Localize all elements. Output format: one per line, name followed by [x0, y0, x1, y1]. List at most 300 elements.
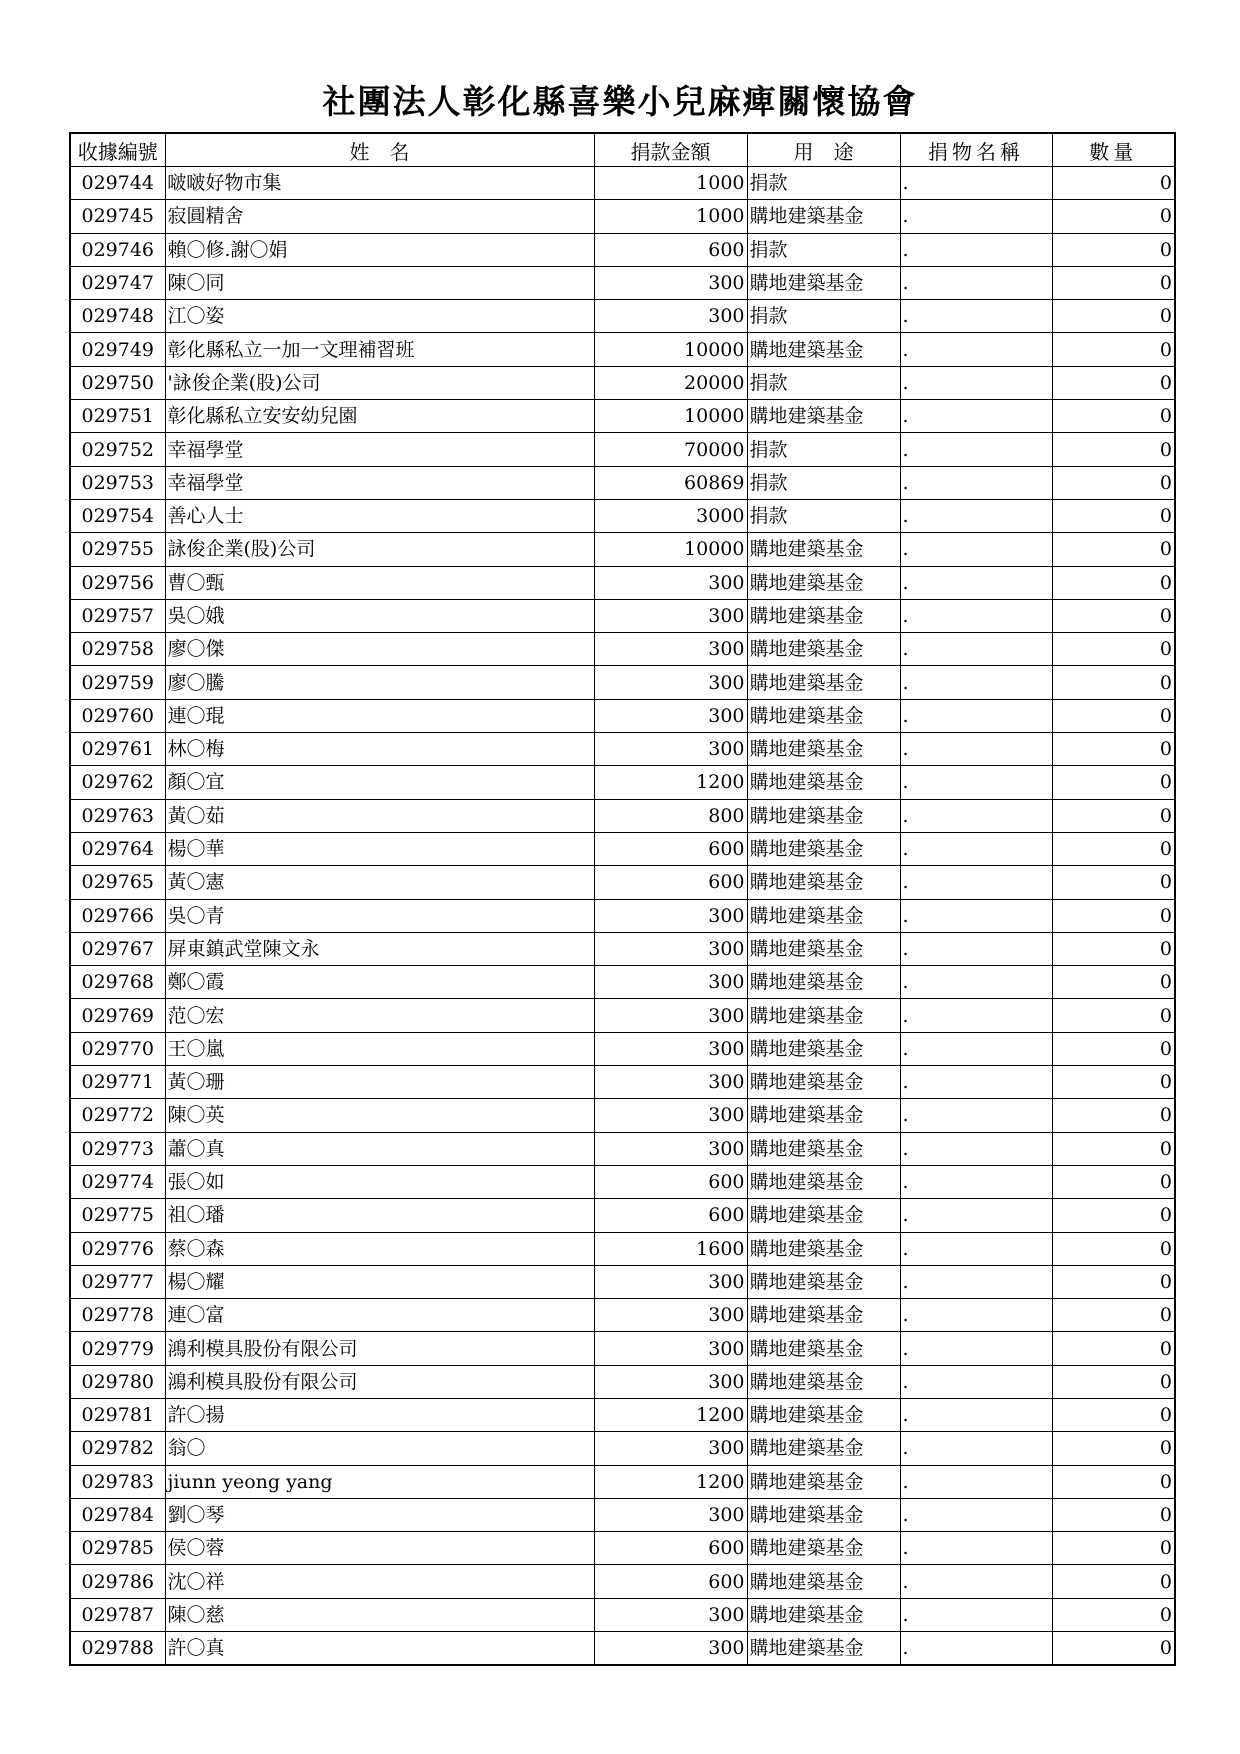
quantity-cell: 0 [1052, 433, 1175, 466]
table-row [70, 832, 1175, 865]
receipt-no-cell: 029770 [70, 1032, 165, 1065]
donor-name-cell: 許〇揚 [165, 1398, 594, 1431]
donor-name-cell: 善心人士 [165, 499, 594, 532]
item-name-cell: . [900, 1132, 1052, 1165]
purpose-cell: 購地建築基金 [747, 1598, 900, 1631]
item-name-cell: . [900, 1432, 1052, 1465]
donor-name-cell: 連〇琨 [165, 699, 594, 732]
quantity-cell: 0 [1052, 832, 1175, 865]
purpose-cell: 購地建築基金 [747, 400, 900, 433]
quantity-cell: 0 [1052, 1199, 1175, 1232]
donor-name-cell: 幸福學堂 [165, 466, 594, 499]
table-row [70, 799, 1175, 832]
table-row [70, 1398, 1175, 1431]
document-title: 社團法人彰化縣喜樂小兒麻痺關懷協會 [322, 82, 918, 121]
quantity-cell: 0 [1052, 1232, 1175, 1265]
purpose-cell: 購地建築基金 [747, 1465, 900, 1498]
receipt-no-cell: 029760 [70, 699, 165, 732]
purpose-cell: 購地建築基金 [747, 666, 900, 699]
header-item-name: 捐物名稱 [900, 133, 1052, 167]
receipt-no-cell: 029766 [70, 899, 165, 932]
amount-cell: 300 [594, 1498, 747, 1531]
donor-name-cell: 吳〇娥 [165, 599, 594, 632]
amount-cell: 300 [594, 599, 747, 632]
donor-name-cell: 曹〇甄 [165, 566, 594, 599]
donor-name-cell: 劉〇琴 [165, 1498, 594, 1531]
donor-name-cell: 許〇真 [165, 1632, 594, 1666]
purpose-cell: 購地建築基金 [747, 1099, 900, 1132]
donor-name-cell: 楊〇華 [165, 832, 594, 865]
amount-cell: 1200 [594, 766, 747, 799]
receipt-no-cell: 029779 [70, 1332, 165, 1365]
table-row [70, 1532, 1175, 1565]
purpose-cell: 購地建築基金 [747, 999, 900, 1032]
quantity-cell: 0 [1052, 1099, 1175, 1132]
item-name-cell: . [900, 766, 1052, 799]
receipt-no-cell: 029767 [70, 932, 165, 965]
receipt-no-cell: 029757 [70, 599, 165, 632]
amount-cell: 800 [594, 799, 747, 832]
donor-name-cell: 幸福學堂 [165, 433, 594, 466]
amount-cell: 1000 [594, 200, 747, 233]
quantity-cell: 0 [1052, 499, 1175, 532]
amount-cell: 300 [594, 1099, 747, 1132]
purpose-cell: 購地建築基金 [747, 200, 900, 233]
receipt-no-cell: 029744 [70, 167, 165, 200]
purpose-cell: 購地建築基金 [747, 832, 900, 865]
amount-cell: 600 [594, 1199, 747, 1232]
item-name-cell: . [900, 1332, 1052, 1365]
donor-name-cell: 陳〇慈 [165, 1598, 594, 1631]
receipt-no-cell: 029771 [70, 1066, 165, 1099]
table-row [70, 1066, 1175, 1099]
receipt-no-cell: 029768 [70, 966, 165, 999]
purpose-cell: 捐款 [747, 300, 900, 333]
quantity-cell: 0 [1052, 1432, 1175, 1465]
item-name-cell: . [900, 400, 1052, 433]
amount-cell: 70000 [594, 433, 747, 466]
table-row [70, 167, 1175, 200]
purpose-cell: 購地建築基金 [747, 1032, 900, 1065]
item-name-cell: . [900, 699, 1052, 732]
receipt-no-cell: 029753 [70, 466, 165, 499]
table-row [70, 1132, 1175, 1165]
amount-cell: 300 [594, 300, 747, 333]
quantity-cell: 0 [1052, 167, 1175, 200]
amount-cell: 300 [594, 899, 747, 932]
purpose-cell: 購地建築基金 [747, 1132, 900, 1165]
amount-cell: 10000 [594, 333, 747, 366]
amount-cell: 600 [594, 866, 747, 899]
purpose-cell: 購地建築基金 [747, 1432, 900, 1465]
donor-name-cell: 祖〇璠 [165, 1199, 594, 1232]
quantity-cell: 0 [1052, 233, 1175, 266]
table-row [70, 733, 1175, 766]
receipt-no-cell: 029786 [70, 1565, 165, 1598]
receipt-no-cell: 029756 [70, 566, 165, 599]
quantity-cell: 0 [1052, 666, 1175, 699]
amount-cell: 3000 [594, 499, 747, 532]
receipt-no-cell: 029778 [70, 1299, 165, 1332]
item-name-cell: . [900, 1199, 1052, 1232]
receipt-no-cell: 029782 [70, 1432, 165, 1465]
item-name-cell: . [900, 499, 1052, 532]
receipt-no-cell: 029748 [70, 300, 165, 333]
donor-name-cell: 林〇梅 [165, 733, 594, 766]
amount-cell: 300 [594, 566, 747, 599]
donor-name-cell: 廖〇傑 [165, 633, 594, 666]
receipt-no-cell: 029752 [70, 433, 165, 466]
table-row [70, 499, 1175, 532]
item-name-cell: . [900, 1165, 1052, 1198]
amount-cell: 1000 [594, 167, 747, 200]
purpose-cell: 捐款 [747, 233, 900, 266]
header-quantity: 數量 [1052, 133, 1175, 167]
quantity-cell: 0 [1052, 1532, 1175, 1565]
amount-cell: 300 [594, 633, 747, 666]
quantity-cell: 0 [1052, 1132, 1175, 1165]
donor-name-cell: 侯〇蓉 [165, 1532, 594, 1565]
receipt-no-cell: 029750 [70, 366, 165, 399]
purpose-cell: 捐款 [747, 167, 900, 200]
amount-cell: 1200 [594, 1465, 747, 1498]
purpose-cell: 購地建築基金 [747, 266, 900, 299]
purpose-cell: 購地建築基金 [747, 966, 900, 999]
item-name-cell: . [900, 866, 1052, 899]
table-row [70, 699, 1175, 732]
table-row [70, 1432, 1175, 1465]
table-row [70, 1232, 1175, 1265]
amount-cell: 300 [594, 266, 747, 299]
purpose-cell: 購地建築基金 [747, 533, 900, 566]
quantity-cell: 0 [1052, 400, 1175, 433]
item-name-cell: . [900, 1066, 1052, 1099]
purpose-cell: 購地建築基金 [747, 566, 900, 599]
quantity-cell: 0 [1052, 333, 1175, 366]
table-row [70, 1165, 1175, 1198]
donor-name-cell: 黃〇珊 [165, 1066, 594, 1099]
item-name-cell: . [900, 233, 1052, 266]
amount-cell: 300 [594, 1066, 747, 1099]
quantity-cell: 0 [1052, 466, 1175, 499]
table-row [70, 433, 1175, 466]
donor-name-cell: 沈〇祥 [165, 1565, 594, 1598]
purpose-cell: 購地建築基金 [747, 1232, 900, 1265]
table-row [70, 233, 1175, 266]
amount-cell: 300 [594, 733, 747, 766]
amount-cell: 600 [594, 832, 747, 865]
table-row [70, 1332, 1175, 1365]
table-row [70, 866, 1175, 899]
amount-cell: 300 [594, 1598, 747, 1631]
table-row [70, 1299, 1175, 1332]
receipt-no-cell: 029764 [70, 832, 165, 865]
item-name-cell: . [900, 1099, 1052, 1132]
donor-name-cell: 彰化縣私立一加一文理補習班 [165, 333, 594, 366]
purpose-cell: 購地建築基金 [747, 1066, 900, 1099]
receipt-no-cell: 029787 [70, 1598, 165, 1631]
table-row [70, 1265, 1175, 1298]
header-name: 姓 名 [165, 133, 594, 167]
purpose-cell: 購地建築基金 [747, 1265, 900, 1298]
amount-cell: 300 [594, 1365, 747, 1398]
amount-cell: 600 [594, 1532, 747, 1565]
donor-name-cell: 鄭〇霞 [165, 966, 594, 999]
item-name-cell: . [900, 266, 1052, 299]
header-receipt-no: 收據編號 [70, 133, 165, 167]
donor-name-cell: 陳〇英 [165, 1099, 594, 1132]
donor-name-cell: 黃〇憲 [165, 866, 594, 899]
item-name-cell: . [900, 1032, 1052, 1065]
receipt-no-cell: 029754 [70, 499, 165, 532]
item-name-cell: . [900, 1299, 1052, 1332]
donor-name-cell: 江〇姿 [165, 300, 594, 333]
receipt-no-cell: 029745 [70, 200, 165, 233]
donation-table [69, 132, 1176, 1666]
quantity-cell: 0 [1052, 699, 1175, 732]
purpose-cell: 購地建築基金 [747, 1365, 900, 1398]
purpose-cell: 購地建築基金 [747, 1299, 900, 1332]
quantity-cell: 0 [1052, 1265, 1175, 1298]
table-row [70, 1465, 1175, 1498]
quantity-cell: 0 [1052, 1365, 1175, 1398]
receipt-no-cell: 029761 [70, 733, 165, 766]
receipt-no-cell: 029772 [70, 1099, 165, 1132]
item-name-cell: . [900, 333, 1052, 366]
item-name-cell: . [900, 1498, 1052, 1531]
table-row [70, 333, 1175, 366]
donor-name-cell: 鴻利模具股份有限公司 [165, 1332, 594, 1365]
amount-cell: 10000 [594, 400, 747, 433]
table-row [70, 899, 1175, 932]
donor-name-cell: 吳〇青 [165, 899, 594, 932]
quantity-cell: 0 [1052, 1032, 1175, 1065]
receipt-no-cell: 029763 [70, 799, 165, 832]
quantity-cell: 0 [1052, 932, 1175, 965]
donor-name-cell: 鴻利模具股份有限公司 [165, 1365, 594, 1398]
table-row [70, 1032, 1175, 1065]
table-row [70, 400, 1175, 433]
item-name-cell: . [900, 1565, 1052, 1598]
table-row [70, 1365, 1175, 1398]
purpose-cell: 購地建築基金 [747, 1498, 900, 1531]
receipt-no-cell: 029783 [70, 1465, 165, 1498]
receipt-no-cell: 029758 [70, 633, 165, 666]
item-name-cell: . [900, 1265, 1052, 1298]
item-name-cell: . [900, 366, 1052, 399]
table-row [70, 533, 1175, 566]
purpose-cell: 購地建築基金 [747, 1332, 900, 1365]
amount-cell: 300 [594, 666, 747, 699]
purpose-cell: 購地建築基金 [747, 1532, 900, 1565]
amount-cell: 300 [594, 999, 747, 1032]
amount-cell: 300 [594, 1332, 747, 1365]
header-purpose: 用 途 [747, 133, 900, 167]
purpose-cell: 捐款 [747, 433, 900, 466]
purpose-cell: 購地建築基金 [747, 333, 900, 366]
purpose-cell: 購地建築基金 [747, 633, 900, 666]
amount-cell: 600 [594, 233, 747, 266]
item-name-cell: . [900, 832, 1052, 865]
donor-name-cell: 蕭〇真 [165, 1132, 594, 1165]
header-amount: 捐款金額 [594, 133, 747, 167]
table-row [70, 300, 1175, 333]
quantity-cell: 0 [1052, 1632, 1175, 1666]
purpose-cell: 購地建築基金 [747, 866, 900, 899]
amount-cell: 10000 [594, 533, 747, 566]
table-row [70, 566, 1175, 599]
item-name-cell: . [900, 300, 1052, 333]
table-row [70, 599, 1175, 632]
item-name-cell: . [900, 932, 1052, 965]
quantity-cell: 0 [1052, 799, 1175, 832]
item-name-cell: . [900, 433, 1052, 466]
purpose-cell: 購地建築基金 [747, 699, 900, 732]
amount-cell: 300 [594, 1265, 747, 1298]
quantity-cell: 0 [1052, 599, 1175, 632]
purpose-cell: 購地建築基金 [747, 599, 900, 632]
table-row [70, 266, 1175, 299]
receipt-no-cell: 029746 [70, 233, 165, 266]
amount-cell: 300 [594, 1132, 747, 1165]
donor-name-cell: 張〇如 [165, 1165, 594, 1198]
quantity-cell: 0 [1052, 300, 1175, 333]
item-name-cell: . [900, 666, 1052, 699]
item-name-cell: . [900, 1532, 1052, 1565]
purpose-cell: 購地建築基金 [747, 733, 900, 766]
donor-name-cell: 連〇富 [165, 1299, 594, 1332]
amount-cell: 300 [594, 932, 747, 965]
receipt-no-cell: 029776 [70, 1232, 165, 1265]
item-name-cell: . [900, 799, 1052, 832]
receipt-no-cell: 029765 [70, 866, 165, 899]
item-name-cell: . [900, 566, 1052, 599]
table-row [70, 633, 1175, 666]
receipt-no-cell: 029780 [70, 1365, 165, 1398]
donor-name-cell: 范〇宏 [165, 999, 594, 1032]
quantity-cell: 0 [1052, 1066, 1175, 1099]
table-row [70, 766, 1175, 799]
purpose-cell: 購地建築基金 [747, 766, 900, 799]
donor-name-cell: 詠俊企業(股)公司 [165, 533, 594, 566]
amount-cell: 600 [594, 1565, 747, 1598]
table-row [70, 666, 1175, 699]
receipt-no-cell: 029775 [70, 1199, 165, 1232]
item-name-cell: . [900, 733, 1052, 766]
purpose-cell: 購地建築基金 [747, 1199, 900, 1232]
receipt-no-cell: 029784 [70, 1498, 165, 1531]
donor-name-cell: '詠俊企業(股)公司 [165, 366, 594, 399]
item-name-cell: . [900, 466, 1052, 499]
quantity-cell: 0 [1052, 533, 1175, 566]
receipt-no-cell: 029751 [70, 400, 165, 433]
receipt-no-cell: 029759 [70, 666, 165, 699]
donor-name-cell: 翁〇 [165, 1432, 594, 1465]
receipt-no-cell: 029777 [70, 1265, 165, 1298]
donor-name-cell: 顏〇宜 [165, 766, 594, 799]
table-row [70, 200, 1175, 233]
table-row [70, 966, 1175, 999]
quantity-cell: 0 [1052, 966, 1175, 999]
donor-name-cell: 黃〇茹 [165, 799, 594, 832]
amount-cell: 1600 [594, 1232, 747, 1265]
purpose-cell: 購地建築基金 [747, 1165, 900, 1198]
item-name-cell: . [900, 966, 1052, 999]
amount-cell: 300 [594, 1432, 747, 1465]
purpose-cell: 捐款 [747, 466, 900, 499]
quantity-cell: 0 [1052, 899, 1175, 932]
amount-cell: 300 [594, 1032, 747, 1065]
table-row [70, 1598, 1175, 1631]
item-name-cell: . [900, 1598, 1052, 1631]
quantity-cell: 0 [1052, 366, 1175, 399]
amount-cell: 300 [594, 1632, 747, 1666]
quantity-cell: 0 [1052, 1598, 1175, 1631]
receipt-no-cell: 029755 [70, 533, 165, 566]
amount-cell: 1200 [594, 1398, 747, 1431]
quantity-cell: 0 [1052, 633, 1175, 666]
table-row [70, 466, 1175, 499]
receipt-no-cell: 029769 [70, 999, 165, 1032]
table-row [70, 366, 1175, 399]
donor-name-cell: 啵啵好物市集 [165, 167, 594, 200]
receipt-no-cell: 029781 [70, 1398, 165, 1431]
quantity-cell: 0 [1052, 733, 1175, 766]
receipt-no-cell: 029774 [70, 1165, 165, 1198]
purpose-cell: 購地建築基金 [747, 1398, 900, 1431]
donor-name-cell: 廖〇騰 [165, 666, 594, 699]
quantity-cell: 0 [1052, 766, 1175, 799]
amount-cell: 20000 [594, 366, 747, 399]
table-row [70, 999, 1175, 1032]
table-row [70, 1565, 1175, 1598]
donor-name-cell: 寂圓精舍 [165, 200, 594, 233]
item-name-cell: . [900, 899, 1052, 932]
quantity-cell: 0 [1052, 1398, 1175, 1431]
quantity-cell: 0 [1052, 566, 1175, 599]
item-name-cell: . [900, 1632, 1052, 1666]
item-name-cell: . [900, 633, 1052, 666]
amount-cell: 600 [594, 1165, 747, 1198]
quantity-cell: 0 [1052, 266, 1175, 299]
table-row [70, 1199, 1175, 1232]
donor-name-cell: 屏東鎮武堂陳文永 [165, 932, 594, 965]
donor-name-cell: 蔡〇森 [165, 1232, 594, 1265]
receipt-no-cell: 029762 [70, 766, 165, 799]
quantity-cell: 0 [1052, 1565, 1175, 1598]
purpose-cell: 購地建築基金 [747, 799, 900, 832]
purpose-cell: 購地建築基金 [747, 1565, 900, 1598]
item-name-cell: . [900, 167, 1052, 200]
quantity-cell: 0 [1052, 1498, 1175, 1531]
amount-cell: 300 [594, 1299, 747, 1332]
table-row [70, 1099, 1175, 1132]
receipt-no-cell: 029788 [70, 1632, 165, 1666]
table-header-row [70, 133, 1175, 167]
donor-name-cell: 陳〇同 [165, 266, 594, 299]
item-name-cell: . [900, 999, 1052, 1032]
item-name-cell: . [900, 1365, 1052, 1398]
receipt-no-cell: 029749 [70, 333, 165, 366]
quantity-cell: 0 [1052, 1165, 1175, 1198]
quantity-cell: 0 [1052, 999, 1175, 1032]
quantity-cell: 0 [1052, 866, 1175, 899]
donor-name-cell: 王〇嵐 [165, 1032, 594, 1065]
donor-name-cell: jiunn yeong yang [165, 1465, 594, 1498]
donor-name-cell: 賴〇修.謝〇娟 [165, 233, 594, 266]
item-name-cell: . [900, 200, 1052, 233]
purpose-cell: 捐款 [747, 499, 900, 532]
